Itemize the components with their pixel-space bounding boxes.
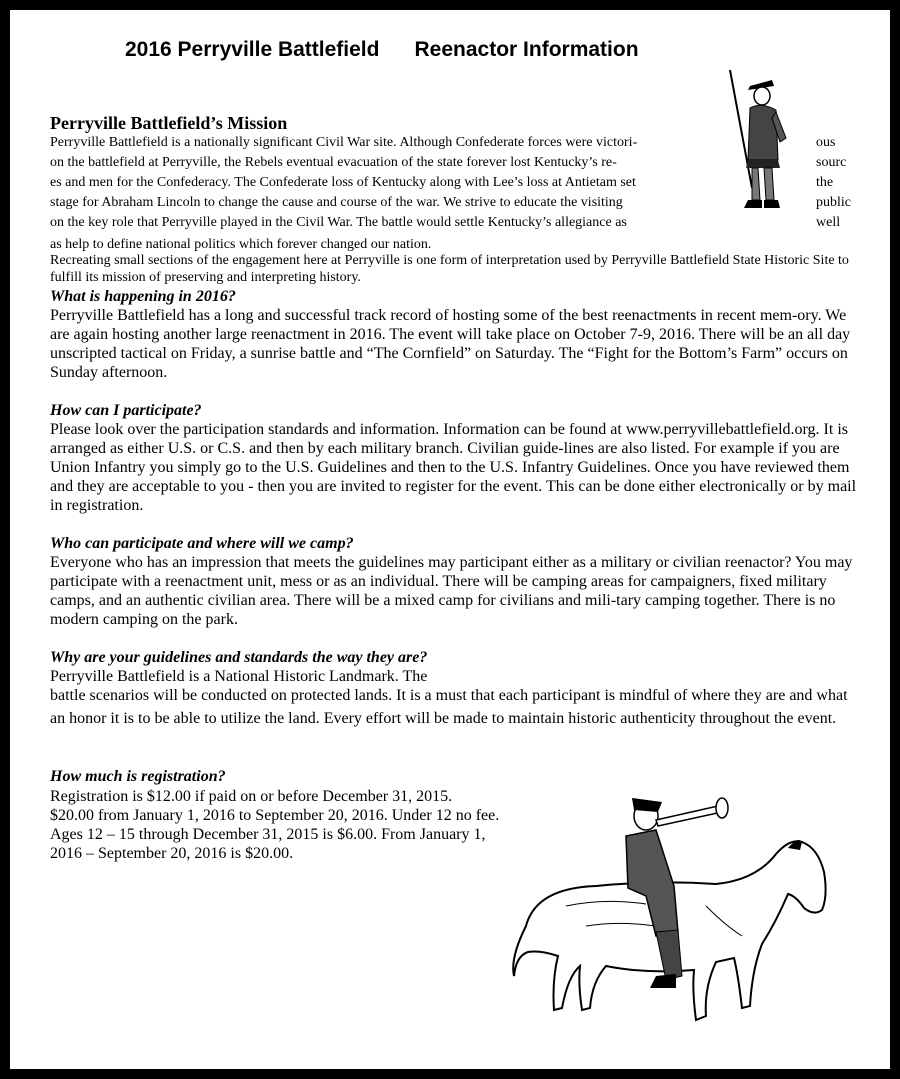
registration-paragraph: Registration is $12.00 if paid on or before December 31, 2015. $20.00 from January 1, 2016 to September 20, 2016. Under 12 no fee. Ages 12 – 15 through December 31, 2015 is $6.00. From January 1, 2016 – September 20, 2016 is $20.00.: [50, 788, 500, 862]
mission-line-end: ous: [816, 135, 836, 150]
camp-paragraph: Everyone who has an impression that meets the guidelines may participant either as a military or civilian reenactor? You may participate with a reenactment unit, mess or as an individual. There will be camping areas for campaigners, fixed military camps, and an authentic civilian area. There will be a mixed camp for civilians and mili-tary camping together. There is no modern camping on the park.: [50, 554, 853, 628]
recreating-paragraph: Recreating small sections of the engagement here at Perryville is one form of interpretation used by Perryville Battlefield State Historic Site to fulfill its mission of preserving and interpreting history.: [50, 253, 849, 285]
page-title: 2016 Perryville Battlefield Reenactor Information: [125, 38, 639, 61]
participate-paragraph: Please look over the participation standards and information. Information can be found at www.perryvillebattlefield.org. It is arranged as either U.S. or C.S. and then by each military branch. Civilian guide-lines are also listed. For example if you are Union Infantry you simply go to the U.S. Guidelines and then to the U.S. Infantry Guidelines. Once you have reviewed them and they are acceptable to you - then you are invited to register for the event. This can be done either electronically or by mail in registration.: [50, 421, 857, 514]
guidelines-line-1: Perryville Battlefield is a National Historic Landmark. The: [50, 668, 428, 685]
camp-heading: Who can participate and where will we camp?: [50, 535, 354, 552]
registration-heading: How much is registration?: [50, 768, 226, 785]
mission-line: Perryville Battlefield is a nationally significant Civil War site. Although Confederate forces were victori-: [50, 135, 638, 150]
mission-line-end: the: [816, 175, 834, 190]
happening-heading: What is happening in 2016?: [50, 288, 236, 305]
participate-heading: How can I participate?: [50, 402, 202, 419]
soldier-illustration: [722, 68, 798, 216]
mission-line-end: sourc: [816, 155, 847, 170]
document-page: [10, 10, 890, 1069]
guidelines-heading: Why are your guidelines and standards the way they are?: [50, 649, 428, 666]
mission-line-end: well: [816, 215, 841, 230]
mission-line: on the key role that Perryville played in the Civil War. The battle would settle Kentucky’s allegiance as: [50, 215, 627, 230]
mission-line: as help to define national politics which forever changed our nation.: [50, 237, 432, 252]
mission-line: es and men for the Confederacy. The Confederate loss of Kentucky along with Lee’s loss at Antietam set: [50, 175, 636, 190]
mission-line: on the battlefield at Perryville, the Rebels eventual evacuation of the state forever lost Kentucky’s re-: [50, 155, 617, 170]
mission-line-end: public: [816, 195, 851, 210]
mission-heading: Perryville Battlefield’s Mission: [50, 113, 288, 133]
bugler-on-horse-illustration: [506, 776, 862, 1046]
happening-paragraph: Perryville Battlefield has a long and successful track record of hosting some of the best reenactments in recent mem-ory. We are again hosting another large reenactment in 2016. The event will take place on October 7-9, 2016. There will be an all day unscripted tactical on Friday, a sunrise battle and “The Cornfield” on Saturday. The “Fight for the Bottom’s Farm” occurs on Sunday afternoon.: [50, 307, 851, 381]
mission-line: stage for Abraham Lincoln to change the cause and course of the war. We strive to educate the visiting: [50, 195, 623, 210]
guidelines-paragraph: battle scenarios will be conducted on protected lands. It is a must that each participant is mindful of where they are and what an honor it is to be able to utilize the land. Every effort will be made to maintain historic authenticity throughout the event.: [50, 687, 848, 727]
